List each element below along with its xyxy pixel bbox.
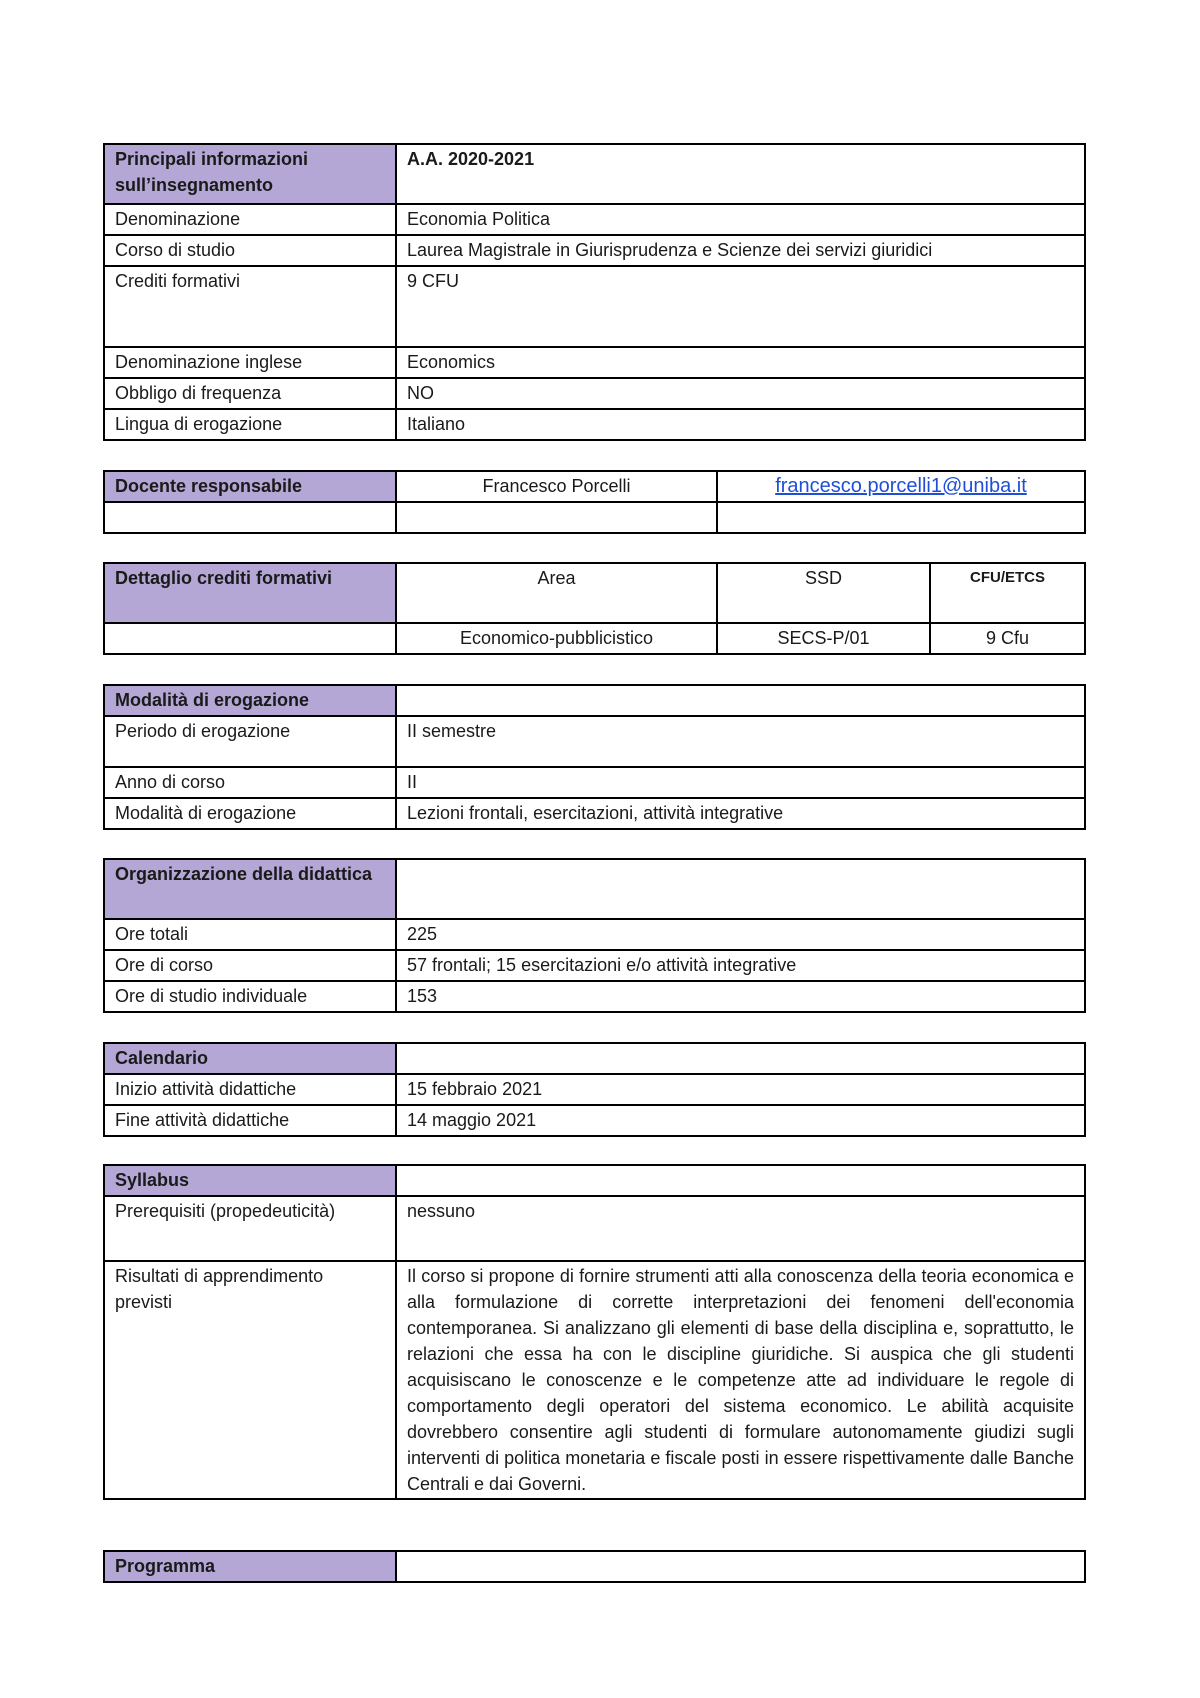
row-value: 15 febbraio 2021 bbox=[396, 1074, 1085, 1105]
row-label: Inizio attività didattiche bbox=[104, 1074, 396, 1105]
row-label: Modalità di erogazione bbox=[104, 798, 396, 829]
row-label: Fine attività didattiche bbox=[104, 1105, 396, 1136]
ssd-value: SECS-P/01 bbox=[717, 623, 930, 654]
row-value: Economics bbox=[396, 347, 1085, 378]
empty-cell bbox=[396, 1043, 1085, 1074]
docente-label: Docente responsabile bbox=[104, 471, 396, 502]
row-value: II bbox=[396, 767, 1085, 798]
row-label: Anno di corso bbox=[104, 767, 396, 798]
empty-cell bbox=[717, 502, 1085, 533]
row-label: Denominazione bbox=[104, 204, 396, 235]
crediti-label: Dettaglio crediti formativi bbox=[104, 563, 396, 623]
empty-cell bbox=[396, 502, 717, 533]
crediti-table bbox=[103, 562, 1086, 655]
docente-table bbox=[103, 470, 1086, 534]
principali-header-label: Principali informazioni sull’insegnamento bbox=[104, 144, 396, 204]
empty-cell bbox=[396, 859, 1085, 919]
principali-table bbox=[103, 143, 1086, 441]
row-value: 153 bbox=[396, 981, 1085, 1012]
risultati-value: Il corso si propone di fornire strumenti atti alla conoscenza della teoria economica e alla formulazione di corrette interpretazioni dei fenomeni dell'economia contemporanea. Si analizzano gli elementi di base della disciplina e, soprattutto, le relazioni che essa ha con le discipline giuridiche. Si auspica che gli studenti acquisiscano le conoscenze e le competenze atte ad individuare le regole di comportamento degli operatori del sistema economico. Le abilità acquisite dovrebbero consentire agli studenti di formulare autonomamente giudizi sugli interventi di politica monetaria e fiscale posti in essere rispettivamente dalle Banche Centrali e dai Governi. bbox=[396, 1261, 1085, 1499]
col-ssd-header: SSD bbox=[717, 563, 930, 623]
row-label: Denominazione inglese bbox=[104, 347, 396, 378]
risultati-label: Risultati di apprendimento previsti bbox=[104, 1261, 396, 1499]
row-label: Ore di corso bbox=[104, 950, 396, 981]
row-label: Ore totali bbox=[104, 919, 396, 950]
row-value: 14 maggio 2021 bbox=[396, 1105, 1085, 1136]
calendario-header: Calendario bbox=[104, 1043, 396, 1074]
calendario-table bbox=[103, 1042, 1086, 1137]
col-cfu-header: CFU/ETCS bbox=[930, 563, 1085, 623]
syllabus-table bbox=[103, 1164, 1086, 1500]
col-area-header: Area bbox=[396, 563, 717, 623]
row-label: Lingua di erogazione bbox=[104, 409, 396, 440]
row-value: Lezioni frontali, esercitazioni, attività integrative bbox=[396, 798, 1085, 829]
empty-cell bbox=[396, 685, 1085, 716]
syllabus-header: Syllabus bbox=[104, 1165, 396, 1196]
docente-name: Francesco Porcelli bbox=[396, 471, 717, 502]
row-label: Periodo di erogazione bbox=[104, 716, 396, 767]
prereq-value: nessuno bbox=[396, 1196, 1085, 1261]
cfu-value: 9 Cfu bbox=[930, 623, 1085, 654]
organizzazione-header: Organizzazione della didattica bbox=[104, 859, 396, 919]
row-value: 57 frontali; 15 esercitazioni e/o attività integrative bbox=[396, 950, 1085, 981]
empty-cell bbox=[396, 1165, 1085, 1196]
docente-email-link[interactable]: francesco.porcelli1@uniba.it bbox=[775, 475, 1027, 497]
prereq-label: Prerequisiti (propedeuticità) bbox=[104, 1196, 396, 1261]
row-value: Laurea Magistrale in Giurisprudenza e Scienze dei servizi giuridici bbox=[396, 235, 1085, 266]
empty-cell bbox=[104, 502, 396, 533]
organizzazione-table bbox=[103, 858, 1086, 1013]
row-value: Economia Politica bbox=[396, 204, 1085, 235]
row-value: Italiano bbox=[396, 409, 1085, 440]
row-value: 225 bbox=[396, 919, 1085, 950]
programma-header: Programma bbox=[104, 1551, 396, 1582]
empty-cell bbox=[396, 1551, 1085, 1582]
programma-table bbox=[103, 1550, 1086, 1583]
row-label: Corso di studio bbox=[104, 235, 396, 266]
row-label: Crediti formativi bbox=[104, 266, 396, 347]
modalita-header: Modalità di erogazione bbox=[104, 685, 396, 716]
row-label: Obbligo di frequenza bbox=[104, 378, 396, 409]
row-value: NO bbox=[396, 378, 1085, 409]
row-value: 9 CFU bbox=[396, 266, 1085, 347]
modalita-table bbox=[103, 684, 1086, 830]
empty-cell bbox=[104, 623, 396, 654]
row-value: II semestre bbox=[396, 716, 1085, 767]
academic-year: A.A. 2020-2021 bbox=[396, 144, 1085, 204]
row-label: Ore di studio individuale bbox=[104, 981, 396, 1012]
area-value: Economico-pubblicistico bbox=[396, 623, 717, 654]
